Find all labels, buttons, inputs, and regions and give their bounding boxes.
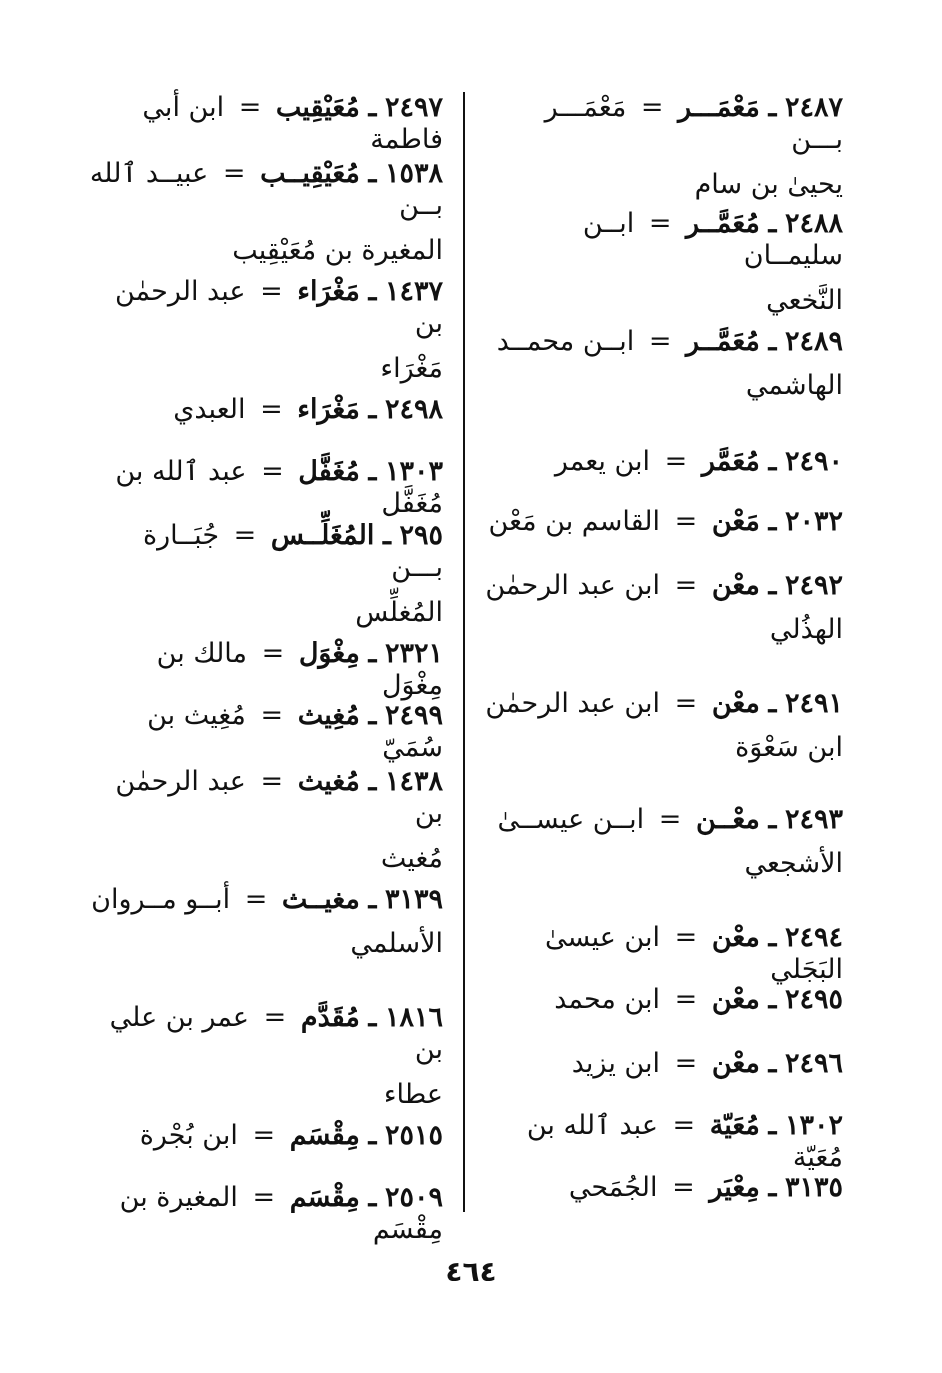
index-entry: ٣١٣٩ ـ مغيــث = أبــو مــروان الأسلمي: [91, 884, 443, 960]
index-entry: ٢٤٨٧ ـ مَعْمَـــر = مَعْمَـــر بـــن يحيىٰ بن سام: [544, 92, 843, 200]
index-entry: ٢٥١٥ ـ مِقْسَم = ابن بُجْرة: [139, 1120, 443, 1151]
index-entry: ٢٤٩٦ ـ معْن = ابن يزيد: [571, 1048, 843, 1079]
index-entry: ١٣٠٣ ـ مُغَفَّل = عبد ٱلله بن مُغَفَّل: [115, 456, 443, 520]
index-entry: ٢٤٩٩ ـ مُغِيث = مُغِيث بن سُمَيّ: [147, 700, 443, 764]
index-entry: ٢٤٩٢ ـ معْن = ابن عبد الرحمٰن الهذُلي: [485, 570, 843, 646]
index-entry: ٣١٣٥ ـ مِعْيَر = الجُمَحي: [568, 1172, 843, 1203]
page-number: ٤٦٤: [445, 1255, 497, 1288]
index-entry: ٢٤٩٣ ـ معْــن = ابــن عيســىٰ الأشجعي: [497, 804, 843, 880]
index-entry: ٢٤٨٩ ـ مُعَمَّــر = ابــن محمــد الهاشمي: [496, 326, 843, 402]
index-entry: ٢٣٢١ ـ مِغْوَل = مالك بن مِغْوَل: [156, 638, 443, 702]
index-entry: ١٥٣٨ ـ مُعَيْقِيــب = عبيــد ٱلله بــن المغيرة بن مُعَيْقِيب: [89, 158, 443, 266]
column-divider: [463, 92, 465, 1212]
index-entry: ٢٤٩٠ ـ مُعَمَّر = ابن يعمر: [554, 446, 843, 477]
index-entry: ٢٤٩٤ ـ معْن = ابن عيسىٰ البَجَلي: [545, 922, 843, 986]
index-entry: ٢٤٩٨ ـ مَغْرَاء = العبدي: [173, 394, 443, 425]
index-entry: ٢٩٥ ـ المُغَلِّــس = جُبَــارة بـــن المُغلِّس: [142, 520, 443, 628]
index-entry: ٢٤٩٧ ـ مُعَيْقِيب = ابن أبي فاطمة: [142, 92, 443, 156]
index-entry: ١٨١٦ ـ مُقَدَّم = عمر بن علي بن عطاء: [109, 1002, 443, 1110]
index-entry: ٢٥٠٩ ـ مِقْسَم = المغيرة بن مِقْسَم: [119, 1182, 443, 1246]
index-entry: ١٤٣٨ ـ مُغيث = عبد الرحمٰن بن مُغيث: [115, 766, 443, 874]
index-entry: ٢٤٩٥ ـ معْن = ابن محمد: [554, 984, 843, 1015]
index-entry: ٢٤٨٨ ـ مُعَمَّــر = ابــن سليمــان النَّخعي: [582, 208, 843, 316]
index-entry: ٢٠٣٢ ـ مَعْن = القاسم بن مَعْن: [488, 506, 843, 537]
index-entry: ١٣٠٢ ـ مُعَيّة = عبد ٱلله بن مُعَيّة: [526, 1110, 843, 1174]
index-entry: ١٤٣٧ ـ مَغْرَاء = عبد الرحمٰن بن مَغْرَاء: [114, 276, 443, 384]
index-entry: ٢٤٩١ ـ معْن = ابن عبد الرحمٰن ابن سَعْوَة: [485, 688, 843, 764]
